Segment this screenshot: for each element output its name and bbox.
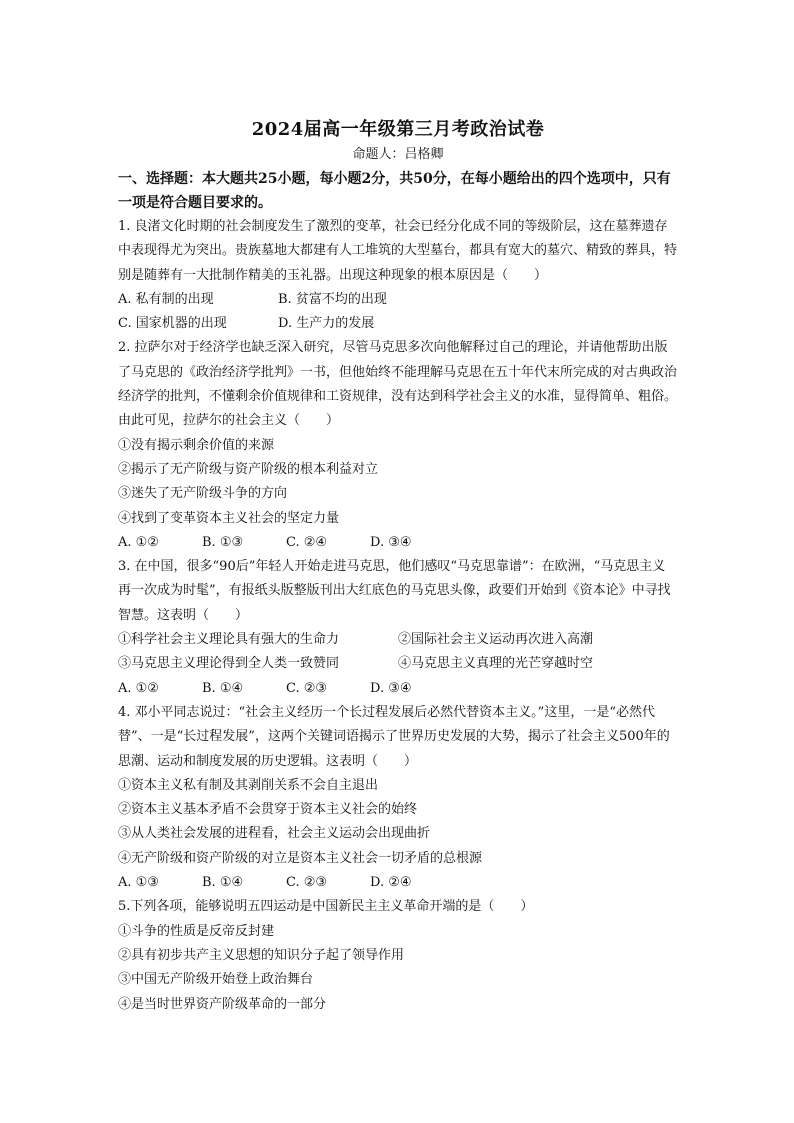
question-3 [118, 555, 678, 701]
question-2 [118, 336, 678, 555]
question-stem: 5.下列各项，能够说明五四运动是中国新民主主义革命开端的是（ ） [118, 899, 534, 915]
option-d: D. 生产力的发展 [278, 316, 375, 332]
question-stem: 4. 邓小平同志说过：“社会主义经历一个长过程发展后必然代替资本主义。”这里，一是“必然代替”、一是“长过程发展”，这两个关键词语揭示了世界历史发展的大势，揭示了社会主义500年的思潮、运动和制度发展的历史逻辑。这表明（ ） [118, 704, 670, 769]
statements-row [118, 628, 678, 652]
options-row [118, 677, 678, 701]
option-b: B. ①④ [202, 875, 244, 891]
option-a: A. ①② [118, 680, 159, 696]
statement: ③从人类社会发展的进程看，社会主义运动会出现曲折 [118, 826, 431, 842]
question-1 [118, 215, 678, 336]
statement: ③迷失了无产阶级斗争的方向 [118, 486, 288, 502]
author-line: 命题人：吕格卿 [352, 147, 444, 162]
option-b: B. 贫富不均的出现 [278, 291, 387, 307]
statement: ①科学社会主义理论具有强大的生命力 [118, 632, 340, 648]
options-row [118, 531, 678, 555]
statements-row [118, 652, 678, 676]
statement: ③马克思主义理论得到全人类一致赞同 [118, 656, 340, 672]
statement: ①资本主义私有制及其剥削关系不会自主退出 [118, 777, 379, 793]
option-a: A. ①③ [118, 875, 159, 891]
statement: ①斗争的性质是反帝反封建 [118, 923, 275, 939]
option-c: C. ②③ [286, 875, 328, 891]
option-c: C. ②③ [286, 680, 328, 696]
question-4 [118, 701, 678, 895]
statement: ②国际社会主义运动再次进入高潮 [398, 632, 594, 648]
options-row [118, 288, 678, 312]
question-stem: 2. 拉萨尔对于经济学也缺乏深入研究，尽管马克思多次向他解释过自己的理论，并请他帮助出版了马克思的《政治经济学批判》一书，但他始终不能理解马克思在五十年代末所完成的对古典政治经济学的批判，不懂剩余价值规律和工资规律，没有达到科学社会主义的水准，显得简单、粗俗。由此可见，拉萨尔的社会主义（ ） [118, 340, 678, 429]
option-a: A. ①② [118, 534, 159, 550]
statement: ④是当时世界资产阶级革命的一部分 [118, 996, 327, 1012]
question-5 [118, 895, 678, 1016]
option-d: D. ③④ [370, 534, 412, 550]
options-row [118, 312, 678, 336]
question-stem: 3. 在中国，很多“90后”年轻人开始走进马克思，他们感叹“马克思靠谱”：在欧洲，“马克思主义再一次成为时髦”，有报纸头版整版刊出大红底色的马克思头像，政要们开始到《资本论》中寻找智慧。这表明（ ） [118, 559, 671, 623]
options-row [118, 871, 678, 895]
option-d: D. ②④ [370, 875, 412, 891]
statement: ④无产阶级和资产阶级的对立是资本主义社会一切矛盾的总根源 [118, 850, 483, 866]
question-stem: 1. 良渚文化时期的社会制度发生了激烈的变革，社会已经分化成不同的等级阶层，这在墓葬遗存中表现得尤为突出。贵族墓地大都建有人工堆筑的大型墓台，都具有宽大的墓穴、精致的葬具，特别是随葬有一大批制作精美的玉礼器。出现这种现象的根本原因是（ ） [118, 219, 678, 283]
option-b: B. ①④ [202, 680, 244, 696]
section-heading: 一、选择题：本大题共25小题，每小题2分，共50分，在每小题给出的四个选项中，只有一项是符合题目要求的。 [118, 171, 671, 211]
statement: ④找到了变革资本主义社会的坚定力量 [118, 510, 340, 526]
statement: ②资本主义基本矛盾不会贯穿于资本主义社会的始终 [118, 802, 418, 818]
statement: ②具有初步共产主义思想的知识分子起了领导作用 [118, 947, 405, 963]
page-title: 2024届高一年级第三月考政治试卷 [251, 119, 545, 140]
option-d: D. ③④ [370, 680, 412, 696]
statement: ①没有揭示剩余价值的来源 [118, 437, 275, 453]
option-b: B. ①③ [202, 534, 244, 550]
statement: ④马克思主义真理的光芒穿越时空 [398, 656, 594, 672]
statement: ②揭示了无产阶级与资产阶级的根本利益对立 [118, 461, 379, 477]
option-c: C. ②④ [286, 534, 328, 550]
page-content [118, 116, 678, 1017]
option-a: A. 私有制的出现 [118, 291, 214, 307]
option-c: C. 国家机器的出现 [118, 316, 227, 332]
statement: ③中国无产阶级开始登上政治舞台 [118, 972, 314, 988]
